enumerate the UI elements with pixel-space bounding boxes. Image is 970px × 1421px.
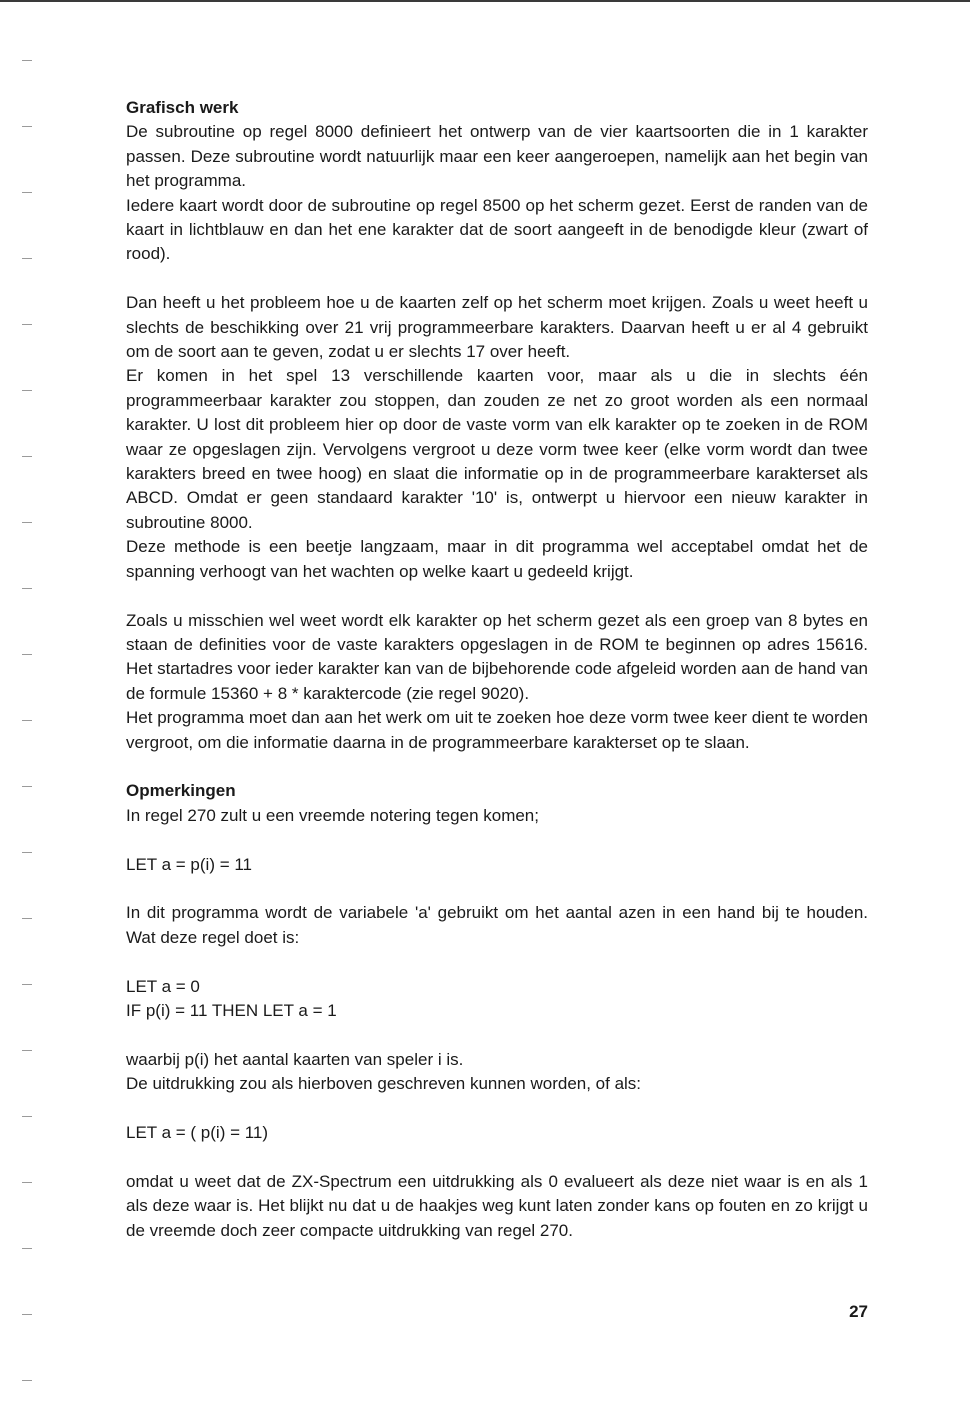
binding-mark — [22, 1116, 32, 1117]
section-heading-grafisch-werk: Grafisch werk — [126, 98, 239, 117]
paragraph: In dit programma wordt de variabele 'a' gebruikt om het aantal azen in een hand bij te houden. Wat deze regel doet is: — [126, 903, 868, 947]
paragraph: Dan heeft u het probleem hoe u de kaarten zelf op het scherm moet krijgen. Zoals u weet heeft u slechts de beschikking over 21 vrij programmeerbare karakters. Daarvan heeft u er al 4 gebruikt om de soort aan te geven, zodat u er slechts 17 over heeft. — [126, 293, 868, 362]
binding-mark — [22, 192, 32, 193]
paragraph: De uitdrukking zou als hierboven geschreven kunnen worden, of als: — [126, 1074, 642, 1094]
binding-mark — [22, 918, 32, 919]
binding-mark — [22, 324, 32, 325]
binding-mark — [22, 720, 32, 721]
page-content — [126, 96, 868, 1243]
binding-mark — [22, 984, 32, 985]
binding-mark — [22, 1314, 32, 1315]
binding-mark — [22, 390, 32, 391]
paragraph: Deze methode is een beetje langzaam, maar in dit programma wel acceptabel omdat het de spanning verhoogt van het wachten op welke kaart u gedeeld krijgt. — [126, 537, 868, 581]
top-border-line — [0, 0, 970, 2]
binding-mark — [22, 456, 32, 457]
code-line: LET a = ( p(i) = 11) — [126, 1122, 269, 1142]
paragraph: In regel 270 zult u een vreemde notering tegen komen; — [126, 805, 539, 825]
page-number: 27 — [849, 1302, 868, 1321]
binding-mark — [22, 588, 32, 589]
binding-mark — [22, 1248, 32, 1249]
binding-mark — [22, 1380, 32, 1381]
paragraph: Zoals u misschien wel weet wordt elk karakter op het scherm gezet als een groep van 8 bytes en staan de definities voor de vaste karakters opgeslagen in de ROM te beginnen op adres 15616. Het startadres voor ieder karakter kan van de bijbehorende code afgeleid worden aan de hand van de formule 15360 + 8 * karaktercode (zie regel 9020). — [126, 610, 868, 703]
paragraph: waarbij p(i) het aantal kaarten van speler i is. — [126, 1049, 464, 1069]
code-line: LET a = p(i) = 11 — [126, 854, 252, 874]
binding-mark — [22, 60, 32, 61]
binding-mark — [22, 786, 32, 787]
paragraph: Het programma moet dan aan het werk om uit te zoeken hoe deze vorm twee keer dient te worden vergroot, om die informatie daarna in de programmeerbare karakterset op te slaan. — [126, 708, 868, 752]
binding-mark — [22, 654, 32, 655]
code-line: LET a = 0 — [126, 976, 200, 996]
binding-mark — [22, 522, 32, 523]
binding-mark — [22, 1182, 32, 1183]
binding-mark — [22, 852, 32, 853]
binding-mark — [22, 126, 32, 127]
paragraph: De subroutine op regel 8000 definieert het ontwerp van de vier kaartsoorten die in 1 karakter passen. Deze subroutine wordt natuurlijk maar een keer aangeroepen, namelijk aan het begin van het programma. — [126, 122, 868, 191]
section-heading-opmerkingen: Opmerkingen — [126, 781, 236, 801]
binding-mark — [22, 258, 32, 259]
code-line: IF p(i) = 11 THEN LET a = 1 — [126, 1000, 337, 1020]
binding-marks — [22, 60, 34, 1400]
paragraph: Er komen in het spel 13 verschillende kaarten voor, maar als u die in slechts één programmeerbaar karakter zou stoppen, dan zouden ze net zo groot worden als een normaal karakter. U lost dit probleem hier op door de vaste vorm van elk karakter op te zoeken in de ROM waar ze opgeslagen zijn. Vervolgens vergroot u deze vorm twee keer (elke vorm wordt dan twee karakters breed en twee hoog) en slaat die informatie op in de programmeerbare karakterset als ABCD. Omdat er geen standaard karakter '10' is, ontwerpt u hiervoor een nieuw karakter in subroutine 8000. — [126, 366, 868, 532]
binding-mark — [22, 1050, 32, 1051]
paragraph: Iedere kaart wordt door de subroutine op regel 8500 op het scherm gezet. Eerst de randen van de kaart in lichtblauw en dan het ene karakter dat de soort aangeeft in de benodigde kleur (zwart of rood). — [126, 195, 868, 264]
paragraph: omdat u weet dat de ZX-Spectrum een uitdrukking als 0 evalueert als deze niet waar is en als 1 als deze waar is. Het blijkt nu dat u de haakjes weg kunt laten zonder kans op fouten en zo krijgt u de vreemde doch zeer compacte uitdrukking van regel 270. — [126, 1171, 868, 1240]
